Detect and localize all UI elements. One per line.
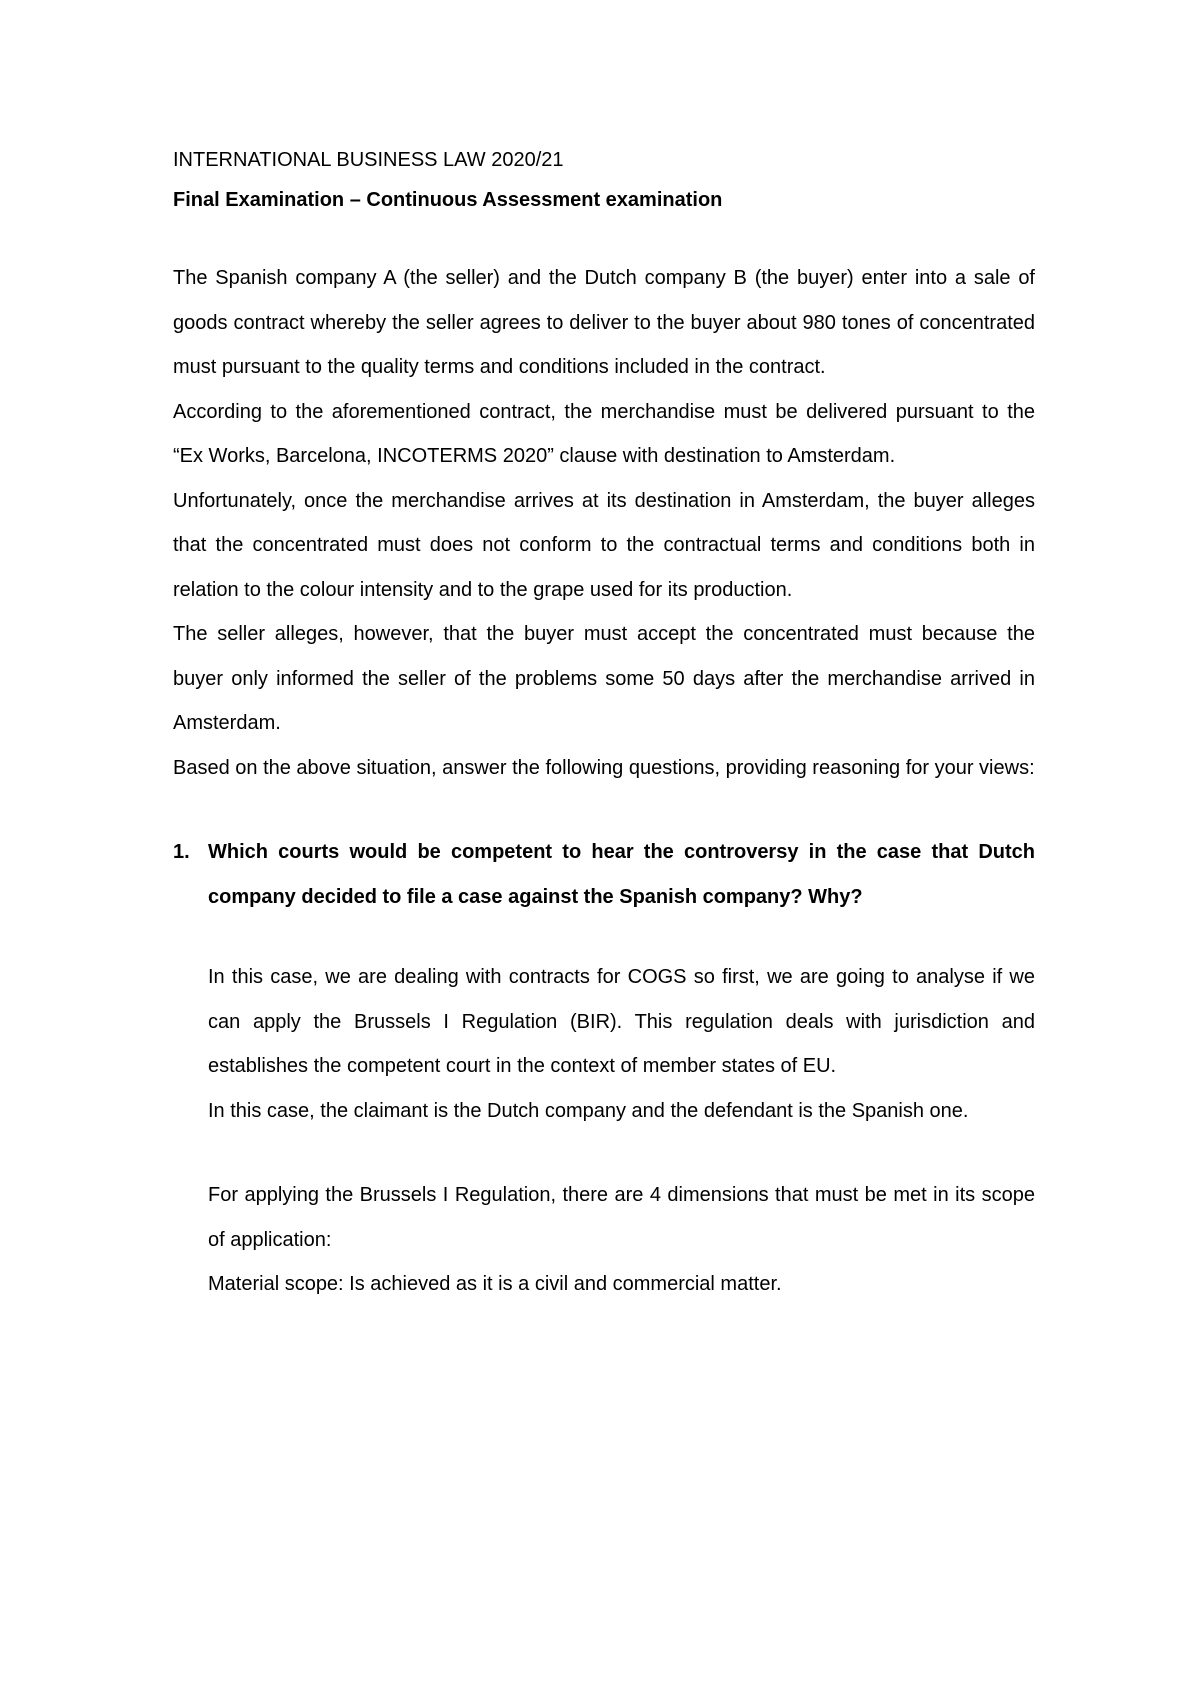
document-title: INTERNATIONAL BUSINESS LAW 2020/21: [173, 149, 564, 171]
intro-paragraph: Unfortunately, once the merchandise arrives at its destination in Amsterdam, the buyer alleges that the concentrated must does not conform to the contractual terms and conditions both in relation to the colour intensity and to the grape used for its production.: [173, 489, 1035, 601]
paragraph-gap: [208, 1133, 1035, 1173]
question-number: 1.: [173, 841, 190, 863]
intro-paragraph: According to the aforementioned contract, the merchandise must be delivered pursuant to the “Ex Works, Barcelona, INCOTERMS 2020” clause with destination to Amsterdam.: [173, 400, 1035, 467]
intro-paragraph: The seller alleges, however, that the buyer must accept the concentrated must because the buyer only informed the seller of the problems some 50 days after the merchandise arrived in Amsterdam.: [173, 623, 1035, 734]
intro-paragraph: The Spanish company A (the seller) and the Dutch company B (the buyer) enter into a sale of goods contract whereby the seller agrees to deliver to the buyer about 980 tones of concentrated must pursuant to the quality terms and conditions included in the contract.: [173, 267, 1035, 378]
question-text: Which courts would be competent to hear the controversy in the case that Dutch company decided to file a case against the Spanish company? Why?: [208, 841, 1035, 908]
answer-paragraph: Material scope: Is achieved as it is a civil and commercial matter.: [208, 1273, 782, 1295]
answer-paragraph: In this case, the claimant is the Dutch company and the defendant is the Spanish one.: [208, 1099, 969, 1122]
answer-paragraph: In this case, we are dealing with contracts for COGS so first, we are going to analyse if we can apply the Brussels I Regulation (BIR). This regulation deals with jurisdiction and establishes the competent court in the context of member states of EU.: [208, 966, 1035, 1077]
document-subtitle: Final Examination – Continuous Assessment examination: [173, 189, 723, 211]
answer-1: [208, 955, 1035, 1307]
document-page: [173, 140, 1035, 1307]
intro-paragraph: Based on the above situation, answer the following questions, providing reasoning for your views:: [173, 756, 1035, 779]
answer-paragraph: For applying the Brussels I Regulation, there are 4 dimensions that must be met in its scope of application:: [208, 1184, 1035, 1251]
question-1: [173, 830, 1035, 919]
